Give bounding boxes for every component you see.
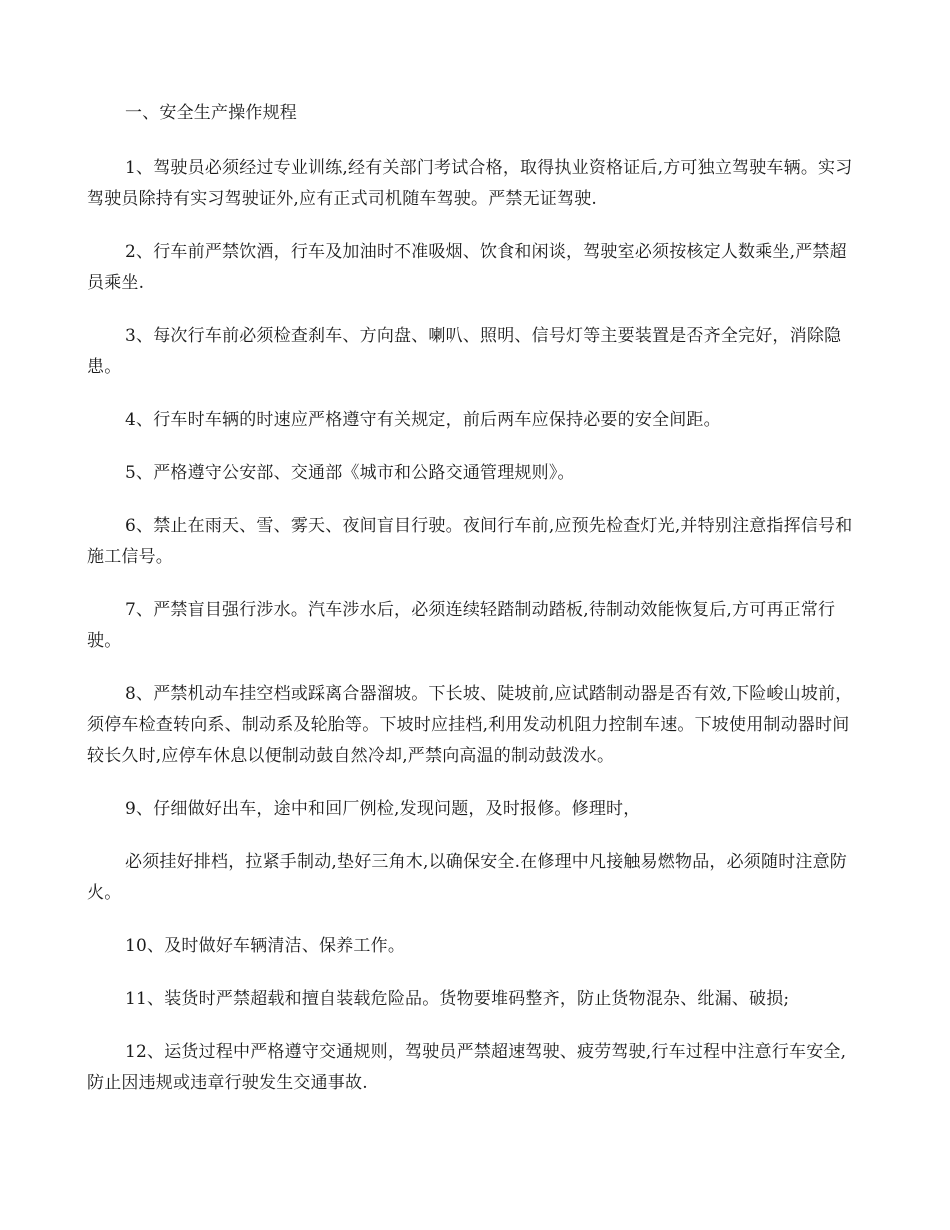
paragraph-rule-8: 8、严禁机动车挂空档或踩离合器溜坡。下长坡、陡坡前,应试踏制动器是否有效,下险峻山坡前，须停车检查转向系、制动系及轮胎等。下坡时应挂档,利用发动机阻力控制车速。下坡使用制动器时间较长久时,应停车休息以便制动鼓自然冷却,严禁向高温的制动鼓泼水。	[87, 684, 853, 766]
paragraph-rule-5: 5、严格遵守公安部、交通部《城市和公路交通管理规则》。	[125, 463, 575, 483]
section-heading: 一、安全生产操作规程	[125, 103, 297, 123]
paragraph-rule-3: 3、每次行车前必须检查刹车、方向盘、喇叭、照明、信号灯等主要装置是否齐全完好，消除隐患。	[87, 326, 842, 377]
paragraph-rule-4: 4、行车时车辆的时速应严格遵守有关规定，前后两车应保持必要的安全间距。	[125, 410, 721, 430]
paragraph-rule-12: 12、运货过程中严格遵守交通规则，驾驶员严禁超速驾驶、疲劳驾驶,行车过程中注意行车安全,防止因违规或违章行驶发生交通事故.	[87, 1042, 847, 1093]
paragraph-rule-1: 1、驾驶员必须经过专业训练,经有关部门考试合格，取得执业资格证后,方可独立驾驶车辆。实习驾驶员除持有实习驾驶证外,应有正式司机随车驾驶。严禁无证驾驶.	[87, 158, 853, 209]
paragraph-rule-6: 6、禁止在雨天、雪、雾天、夜间盲目行驶。夜间行车前,应预先检查灯光,并特别注意指挥信号和施工信号。	[87, 516, 853, 567]
paragraph-rule-7: 7、严禁盲目强行涉水。汽车涉水后，必须连续轻踏制动踏板,待制动效能恢复后,方可再正常行驶。	[87, 600, 836, 651]
paragraph-rule-10: 10、及时做好车辆清洁、保养工作。	[125, 936, 406, 956]
paragraph-rule-11: 11、装货时严禁超载和擅自装载危险品。货物要堆码整齐，防止货物混杂、纰漏、破损;	[125, 989, 790, 1009]
paragraph-rule-9-continued: 必须挂好排档，拉紧手制动,垫好三角木,以确保安全.在修理中凡接触易燃物品，必须随时注意防火。	[87, 852, 848, 903]
paragraph-rule-2: 2、行车前严禁饮酒，行车及加油时不准吸烟、饮食和闲谈，驾驶室必须按核定人数乘坐,严禁超员乘坐.	[87, 242, 847, 293]
paragraph-rule-9: 9、仔细做好出车，途中和回厂例检,发现问题，及时报修。修理时，	[125, 799, 641, 819]
document-page	[87, 98, 863, 1121]
